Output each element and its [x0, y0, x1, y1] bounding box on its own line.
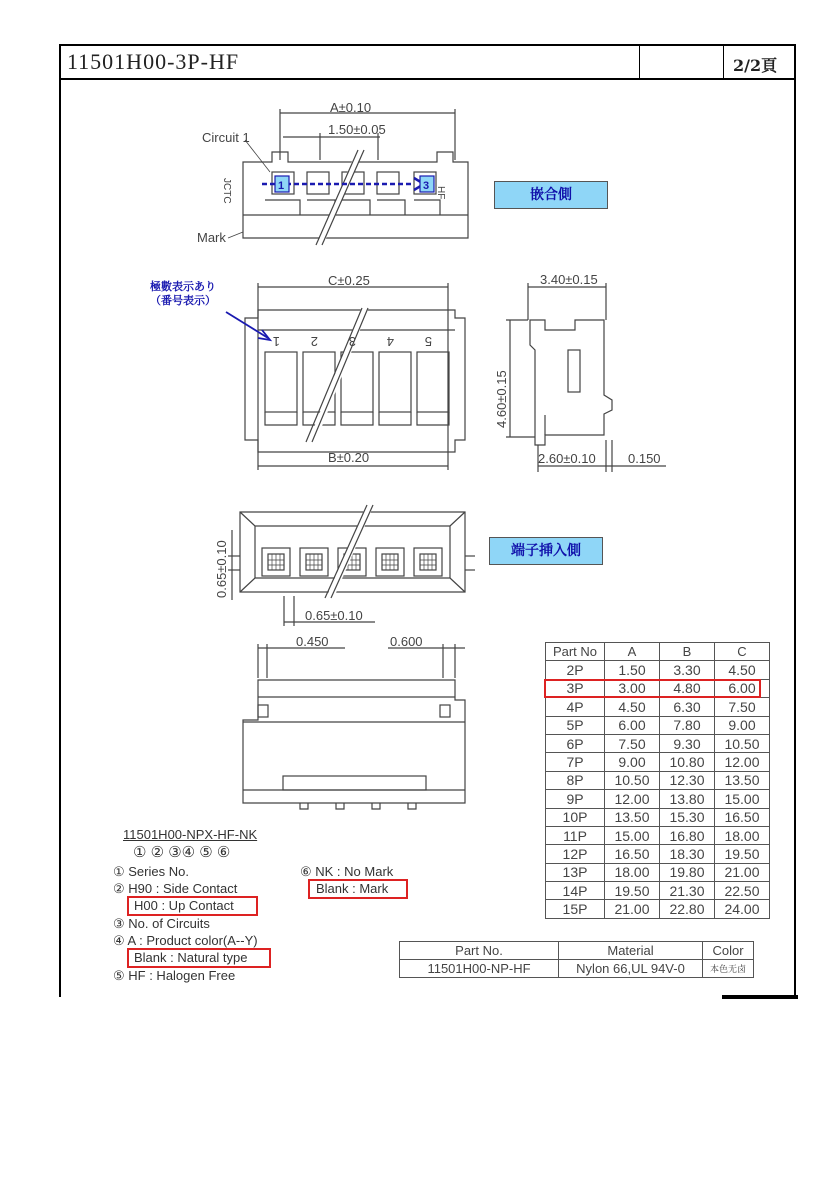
dim-offset-label: 0.150 — [628, 451, 661, 466]
polarity-note-line2: （番号表示） — [150, 294, 216, 307]
table-row — [546, 808, 770, 826]
mat-header-color: Color — [703, 942, 754, 960]
cell: 10.50 — [715, 734, 770, 752]
cell: 19.50 — [605, 882, 660, 900]
cell: 4.80 — [660, 679, 715, 697]
cell: 13.80 — [660, 790, 715, 808]
dim-horizontal-label: 0.65±0.10 — [305, 608, 363, 623]
cell: 6.00 — [605, 716, 660, 734]
table-row — [546, 661, 770, 679]
cell: 4P — [546, 698, 605, 716]
cell: 10.80 — [660, 753, 715, 771]
legend-circuits: ③ No. of Circuits — [113, 916, 210, 931]
dim-b-label: B±0.20 — [328, 450, 370, 465]
cell: 18.30 — [660, 845, 715, 863]
cell: 16.80 — [660, 826, 715, 844]
legend-series: ① Series No. — [113, 864, 189, 879]
table-row — [546, 753, 770, 771]
dim-height-label: 4.60±0.15 — [494, 370, 509, 428]
terminal-insert-side-label: 端子挿入側 — [489, 537, 603, 565]
cell: 18.00 — [715, 826, 770, 844]
part-code: 11501H00-NPX-HF-NK — [123, 827, 258, 842]
legend-no-mark: ⑥ NK : No Mark — [300, 864, 394, 879]
cell: 9P — [546, 790, 605, 808]
page-number: 2/2頁 — [733, 56, 778, 75]
up-contact-highlight — [127, 896, 258, 916]
cell: 12.00 — [715, 753, 770, 771]
legend-up-contact: H00 : Up Contact — [134, 898, 234, 913]
cell: 21.30 — [660, 882, 715, 900]
cell: 11P — [546, 826, 605, 844]
cell: 4.50 — [715, 661, 770, 679]
table-row — [546, 882, 770, 900]
legend-natural-type: Blank : Natural type — [134, 950, 248, 965]
table-row — [546, 826, 770, 844]
cell: 8P — [546, 771, 605, 789]
legend-halogen-free: ⑤ HF : Halogen Free — [113, 968, 236, 983]
cell: 15.00 — [715, 790, 770, 808]
cell: 3.00 — [605, 679, 660, 697]
cell: 9.00 — [605, 753, 660, 771]
legend-mark: Blank : Mark — [316, 881, 389, 896]
legend-side-contact: ② H90 : Side Contact — [113, 881, 238, 896]
cell: 6.00 — [715, 679, 770, 697]
polarity-note — [128, 280, 238, 308]
table-row — [546, 698, 770, 716]
cell: 12.00 — [605, 790, 660, 808]
cell: 15.00 — [605, 826, 660, 844]
cell: 10P — [546, 808, 605, 826]
mating-side-label: 嵌合側 — [494, 181, 608, 209]
dim-pitch-label: 1.50±0.05 — [328, 122, 386, 137]
cell: 15P — [546, 900, 605, 918]
cell: 5P — [546, 716, 605, 734]
mat-material: Nylon 66,UL 94V-0 — [559, 960, 703, 978]
material-header-row — [400, 942, 754, 960]
legend-product-color: ④ A : Product color(A--Y) — [113, 933, 258, 948]
dim-base-label: 2.60±0.10 — [538, 451, 596, 466]
cell: 3.30 — [660, 661, 715, 679]
cell: 13P — [546, 863, 605, 881]
cell: 7.80 — [660, 716, 715, 734]
header-a: A — [605, 643, 660, 661]
selected-row-highlight — [544, 679, 761, 698]
cell: 22.80 — [660, 900, 715, 918]
circuit-label: Circuit 1 — [202, 130, 250, 145]
cell: 21.00 — [605, 900, 660, 918]
dim-left-label: 0.450 — [296, 634, 329, 649]
hf-mark: HF — [435, 186, 446, 200]
header-c: C — [715, 643, 770, 661]
mark-label: Mark — [197, 230, 226, 245]
mat-color: 本色无卤 — [703, 960, 754, 978]
cell: 13.50 — [715, 771, 770, 789]
mat-header-part: Part No. — [400, 942, 559, 960]
cell: 12.30 — [660, 771, 715, 789]
cell: 9.00 — [715, 716, 770, 734]
cell: 16.50 — [605, 845, 660, 863]
front-number-2: 2 — [310, 334, 318, 349]
mark-highlight — [308, 879, 408, 899]
cell: 9.30 — [660, 734, 715, 752]
lower-view-drawing — [243, 644, 465, 809]
jctc-mark: JCTC — [221, 178, 232, 204]
cell: 7.50 — [715, 698, 770, 716]
material-row — [400, 960, 754, 978]
cell: 12P — [546, 845, 605, 863]
header-part-no: Part No — [546, 643, 605, 661]
part-code-indices: ① ② ③④ ⑤ ⑥ — [133, 844, 231, 861]
cell: 19.80 — [660, 863, 715, 881]
cell: 13.50 — [605, 808, 660, 826]
table-row — [546, 863, 770, 881]
cell: 24.00 — [715, 900, 770, 918]
cell: 6P — [546, 734, 605, 752]
pin-last-label: 3 — [423, 180, 430, 192]
table-row — [546, 790, 770, 808]
front-number-3: 3 — [348, 334, 356, 349]
front-number-1: 1 — [272, 334, 280, 349]
table-header-row — [546, 643, 770, 661]
cell: 18.00 — [605, 863, 660, 881]
front-number-4: 4 — [386, 334, 394, 349]
dim-width-label: 3.40±0.15 — [540, 272, 598, 287]
mat-part-no: 11501H00-NP-HF — [400, 960, 559, 978]
natural-type-highlight — [127, 948, 271, 968]
document-title: 11501H00-3P-HF — [67, 49, 240, 74]
cell: 7.50 — [605, 734, 660, 752]
table-row — [546, 900, 770, 918]
material-table — [399, 941, 754, 978]
dim-c-label: C±0.25 — [328, 273, 370, 288]
polarity-note-line1: 極數表示あり — [150, 280, 216, 293]
header-b: B — [660, 643, 715, 661]
table-row — [546, 845, 770, 863]
side-view-drawing — [506, 283, 666, 472]
front-view-drawing — [226, 283, 465, 470]
mat-header-material: Material — [559, 942, 703, 960]
cell: 6.30 — [660, 698, 715, 716]
pin-first-label: 1 — [278, 180, 285, 192]
cell: 15.30 — [660, 808, 715, 826]
cell: 22.50 — [715, 882, 770, 900]
cell: 21.00 — [715, 863, 770, 881]
cell: 4.50 — [605, 698, 660, 716]
cell: 3P — [546, 679, 605, 697]
cell: 1.50 — [605, 661, 660, 679]
dim-vertical-label: 0.65±0.10 — [214, 540, 229, 598]
dim-a-label: A±0.10 — [330, 100, 372, 115]
cell: 7P — [546, 753, 605, 771]
front-number-5: 5 — [424, 334, 432, 349]
table-row — [546, 771, 770, 789]
table-row — [546, 734, 770, 752]
cell: 10.50 — [605, 771, 660, 789]
table-row — [546, 716, 770, 734]
cell: 14P — [546, 882, 605, 900]
cell: 16.50 — [715, 808, 770, 826]
cell: 19.50 — [715, 845, 770, 863]
cell: 2P — [546, 661, 605, 679]
dim-right-label: 0.600 — [390, 634, 423, 649]
